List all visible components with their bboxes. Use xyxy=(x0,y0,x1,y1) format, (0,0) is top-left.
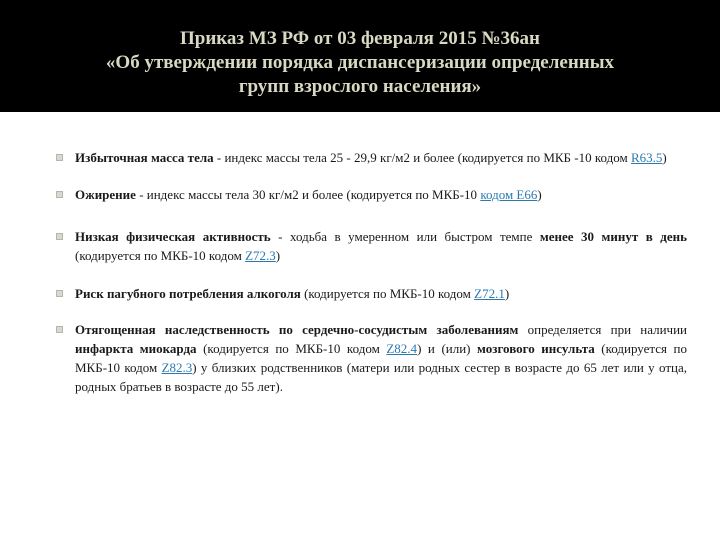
icd-code-link[interactable]: R63.5 xyxy=(630,150,663,165)
item-tail: ) xyxy=(504,286,510,301)
item-term: Ожирение xyxy=(75,187,136,202)
item-emphasis: менее 30 минут в день xyxy=(539,229,687,244)
item-text: - индекс массы тела 30 кг/м2 и более (кодируется по МКБ-10 xyxy=(135,187,481,202)
item-text-2: (кодируется по МКБ-10 кодом xyxy=(75,248,246,263)
item-text: - индекс массы тела 25 - 29,9 кг/м2 и более (кодируется по МКБ -10 кодом xyxy=(213,150,631,165)
list-item-low-activity xyxy=(75,227,687,265)
item-text: - ходьба в умеренном или быстром темпе xyxy=(270,229,540,244)
item-text-2: (кодируется по МКБ-10 кодом xyxy=(196,341,387,356)
icd-code-link-1[interactable]: Z82.4 xyxy=(386,341,418,356)
title-line-2: «Об утверждении порядка диспансеризации определенных xyxy=(105,52,615,73)
icd-code-link-2[interactable]: Z82.3 xyxy=(161,360,193,375)
item-term: Отягощенная наследственность по сердечно-сосудистым заболеваниям xyxy=(75,322,519,337)
list-item-overweight xyxy=(75,148,687,167)
title-banner xyxy=(0,0,720,112)
bullet-icon xyxy=(56,290,63,297)
icd-code-link[interactable]: Z72.3 xyxy=(245,248,276,263)
title-line-1: Приказ МЗ РФ от 03 февраля 2015 №36ан xyxy=(179,28,541,49)
item-tail: ) xyxy=(662,150,667,165)
item-term: Риск пагубного потребления алкоголя xyxy=(75,286,301,301)
bullet-icon xyxy=(56,154,63,161)
item-text-3: ) и (или) xyxy=(417,341,478,356)
bullet-icon xyxy=(56,326,63,333)
bullet-icon xyxy=(56,233,63,240)
item-emphasis-1: инфаркта миокарда xyxy=(75,341,197,356)
icd-code-link[interactable]: кодом E66 xyxy=(480,187,538,202)
item-text: (кодируется по МКБ-10 кодом xyxy=(300,286,475,301)
icd-code-link[interactable]: Z72.1 xyxy=(474,286,505,301)
list-item-heredity xyxy=(75,320,687,396)
title-line-3: групп взрослого населения» xyxy=(238,76,482,97)
item-term: Низкая физическая активность xyxy=(75,229,271,244)
list-item-alcohol xyxy=(75,284,687,303)
list-item-obesity xyxy=(75,185,687,204)
item-term: Избыточная масса тела xyxy=(75,150,214,165)
item-emphasis-2: мозгового инсульта xyxy=(477,341,595,356)
bullet-icon xyxy=(56,191,63,198)
item-text-5: ) у близких родственников (матери или родных сестер в возрасте до 65 лет или у отца, родных братьев в возрасте до 55 лет). xyxy=(75,360,687,394)
item-tail: ) xyxy=(537,187,542,202)
item-text-4: (кодируется по МКБ-10 кодом xyxy=(75,341,687,375)
item-text: определяется при наличии xyxy=(518,322,688,337)
item-tail: ) xyxy=(275,248,281,263)
